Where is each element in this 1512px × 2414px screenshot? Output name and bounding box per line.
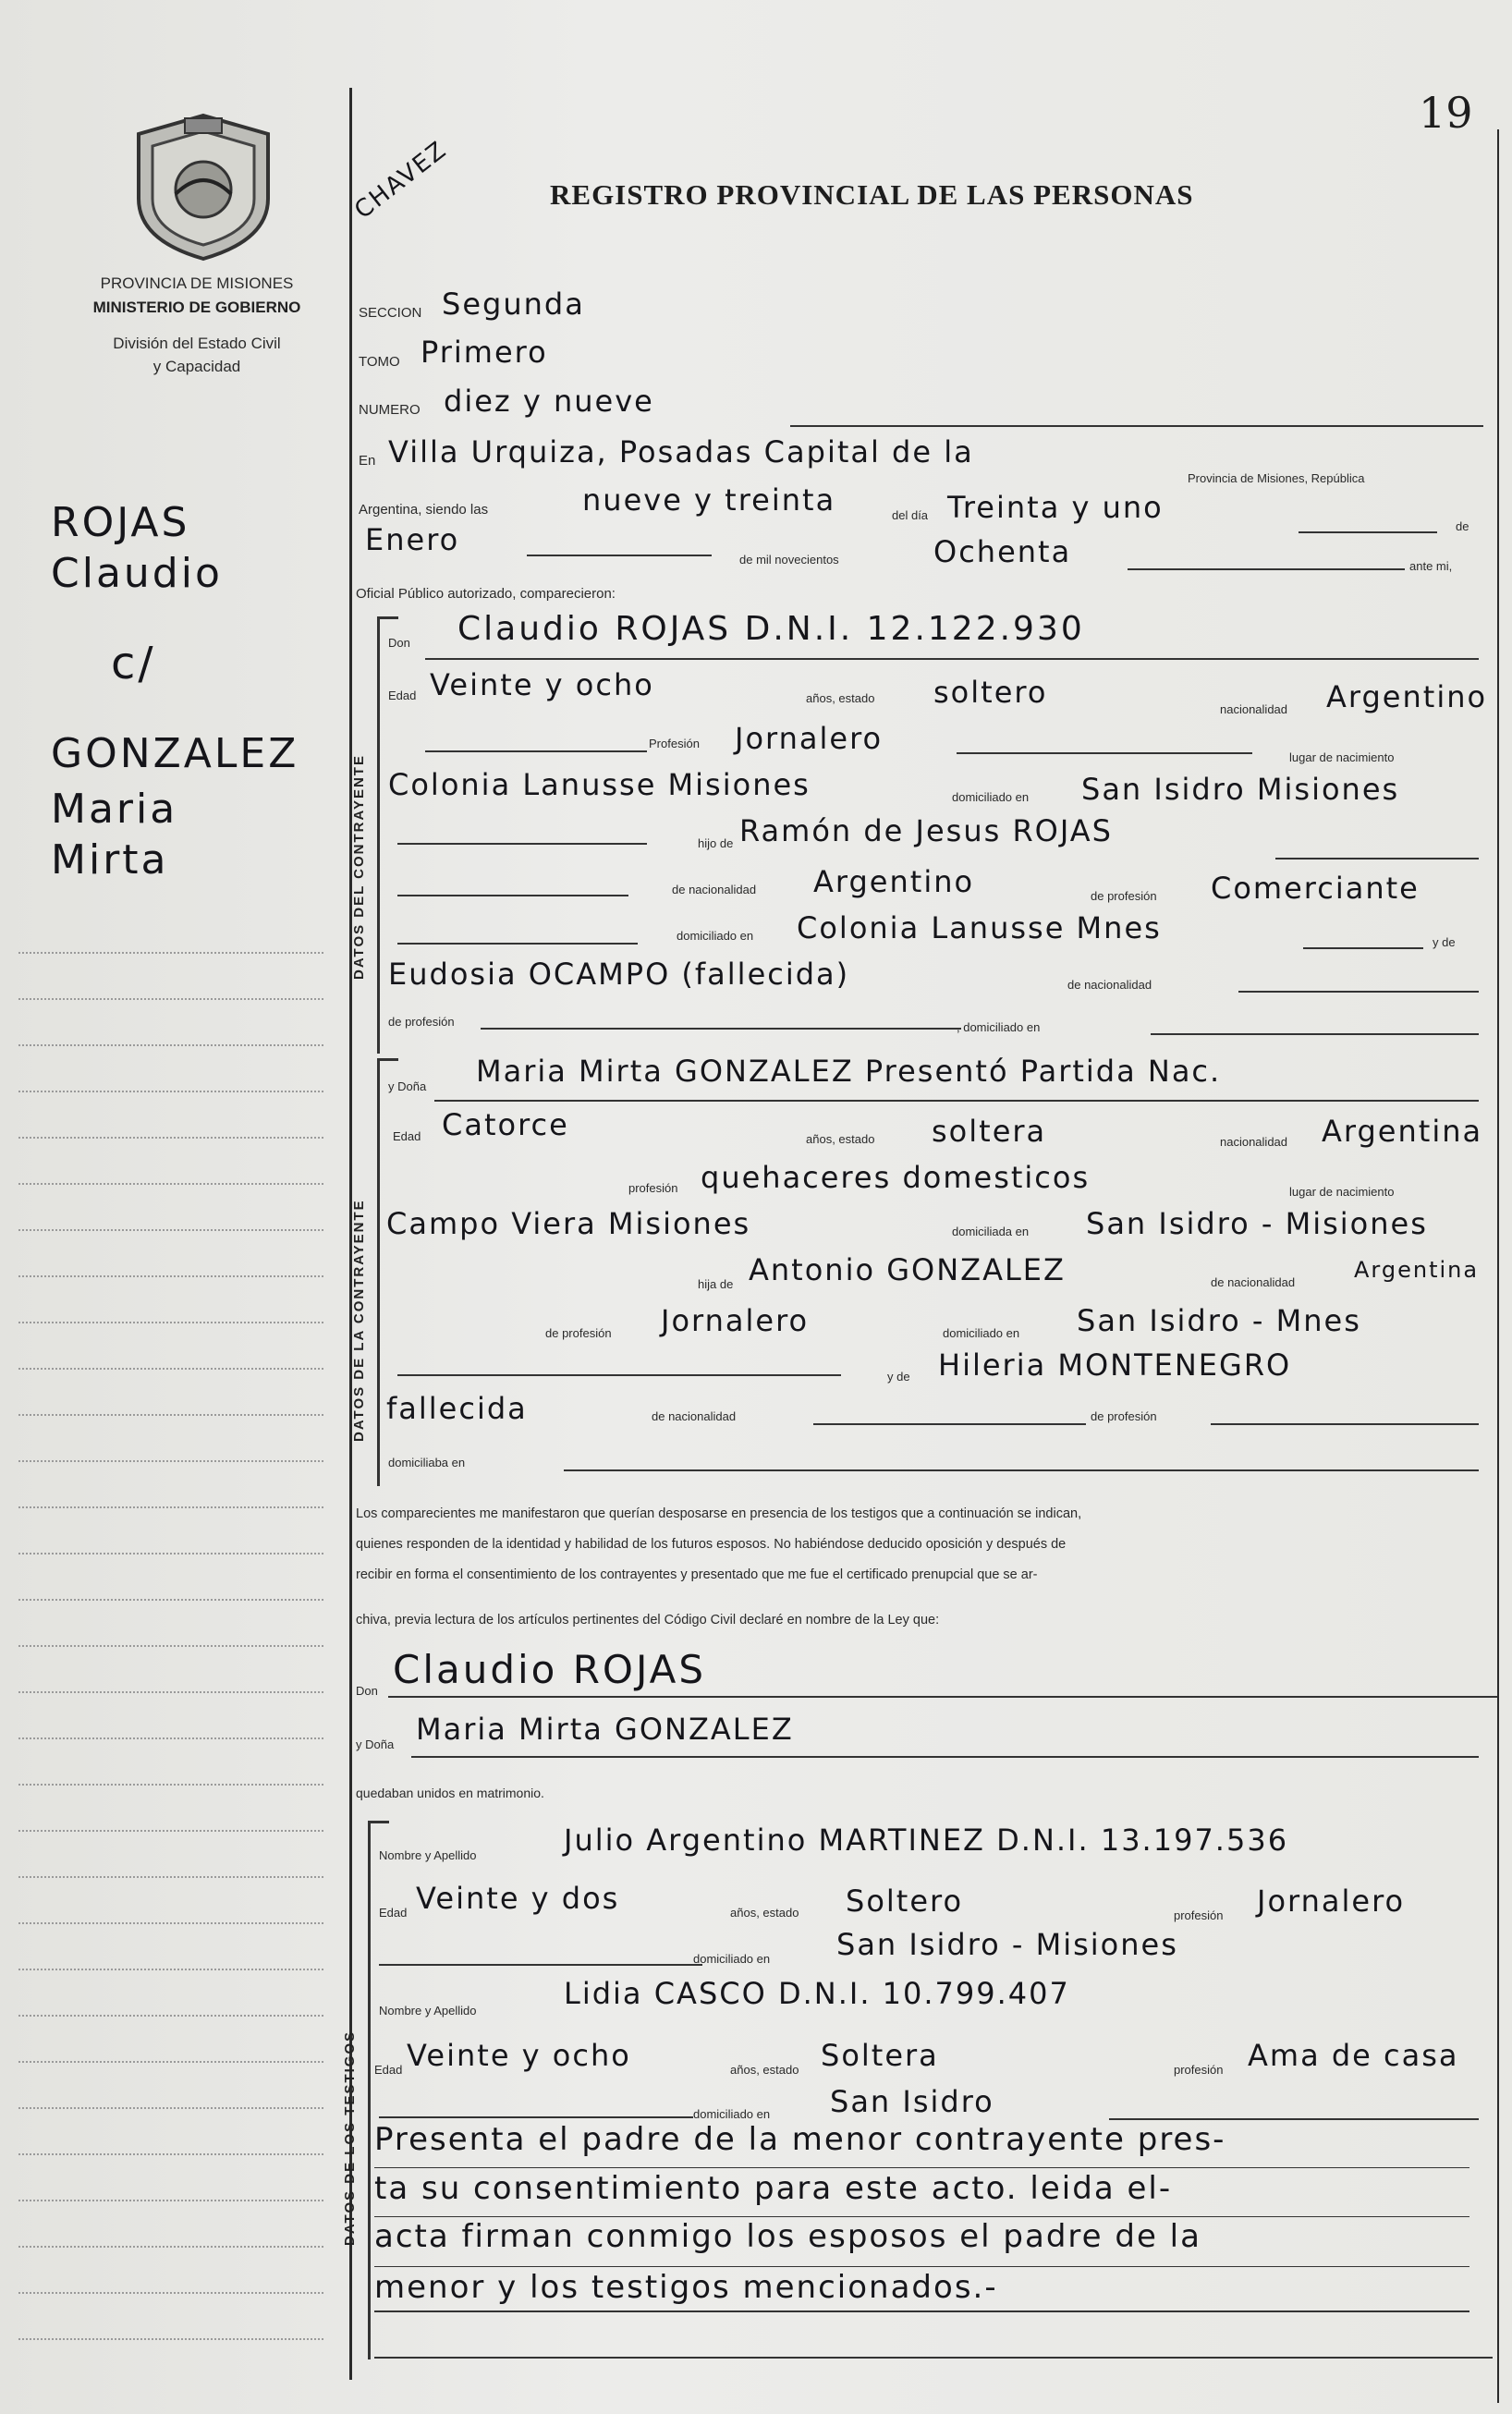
- contrayente-padre: Ramón de Jesus ROJAS: [739, 813, 1113, 848]
- y-de-label-2: y de: [887, 1370, 910, 1384]
- t1-estado: Soltero: [846, 1884, 964, 1919]
- division-line-1: División del Estado Civil: [113, 335, 281, 352]
- declaracion-line-3: recibir en forma el consentimiento de los contrayentes y presentado que me fue el certificado prenupcial que se ar-: [356, 1567, 1038, 1582]
- t1-nombre-label: Nombre y Apellido: [379, 1848, 477, 1862]
- notas-line-4: menor y los testigos mencionados.-: [374, 2269, 998, 2306]
- y-de-label-1: y de: [1433, 935, 1456, 949]
- contrayente-lugar-nac: Colonia Lanusse Misiones: [388, 767, 811, 802]
- right-rule: [1497, 129, 1499, 2403]
- t2-profesion: Ama de casa: [1248, 2038, 1459, 2073]
- lugar-nac-label-2: lugar de nacimiento: [1289, 1185, 1395, 1199]
- de-prof-label-1: de profesión: [1091, 889, 1157, 903]
- contrayente-domicilio: San Isidro Misiones: [1081, 772, 1400, 807]
- margin-name-2c: Mirta: [51, 836, 169, 884]
- notas-line-2: ta su consentimiento para este acto. leida el-: [374, 2170, 1173, 2207]
- tomo-value: Primero: [421, 335, 548, 370]
- t1-domiciliado-label: domiciliado en: [693, 1952, 771, 1966]
- argentina-text: Argentina, siendo las: [359, 502, 489, 518]
- decl-dona-label: y Doña: [356, 1737, 395, 1751]
- domiciliada-label-2: domiciliada en: [952, 1225, 1030, 1238]
- declaracion-line-1: Los comparecientes me manifestaron que querían desposarse en presencia de los testigos que a continuación se indican,: [356, 1506, 1082, 1521]
- provincia-text: Provincia de Misiones, República: [1188, 471, 1365, 485]
- de-text: de: [1456, 519, 1469, 533]
- nacionalidad-label-1: nacionalidad: [1220, 702, 1288, 716]
- contrayenta-padre: Antonio GONZALEZ: [749, 1252, 1066, 1287]
- t2-profesion-label: profesión: [1174, 2063, 1224, 2077]
- de-nacionalidad-2: de nacionalidad: [652, 1409, 737, 1423]
- seccion-value: Segunda: [442, 287, 585, 322]
- t2-edad: Veinte y ocho: [407, 2038, 631, 2073]
- anios-estado-2: años, estado: [806, 1132, 875, 1146]
- t2-domicilio: San Isidro: [830, 2084, 994, 2119]
- t1-domicilio: San Isidro - Misiones: [836, 1927, 1178, 1962]
- edad-label-2: Edad: [393, 1129, 421, 1143]
- t1-profesion: Jornalero: [1257, 1884, 1406, 1919]
- domiciliaba-label: domiciliaba en: [388, 1456, 466, 1469]
- ante-mi-text: ante mi,: [1409, 559, 1453, 573]
- contrayente-estado: soltero: [933, 675, 1048, 710]
- t2-nombre: Lidia CASCO D.N.I. 10.799.407: [564, 1976, 1070, 2011]
- decl-don-value: Claudio ROJAS: [393, 1647, 707, 1692]
- page-number: 19: [1419, 88, 1473, 138]
- testigos-side-label: DATOS DE LOS TESTIGOS: [342, 2030, 358, 2246]
- contrayente-nacionalidad: Argentino: [1326, 679, 1488, 714]
- t2-anios-estado: años, estado: [730, 2063, 799, 2077]
- decl-dona-value: Maria Mirta GONZALEZ: [416, 1712, 794, 1747]
- de-prof-label-2: de profesión: [545, 1326, 612, 1340]
- t2-edad-label: Edad: [374, 2063, 403, 2077]
- t1-profesion-label: profesión: [1174, 1908, 1224, 1922]
- margin-name-1a: ROJAS: [51, 499, 190, 546]
- nacionalidad-label-2: nacionalidad: [1220, 1135, 1288, 1149]
- contrayente-madre: Eudosia OCAMPO (fallecida): [388, 957, 850, 992]
- domiciliado-en-2: , domiciliado en: [957, 1020, 1041, 1034]
- contrayente-padre-prof: Comerciante: [1211, 871, 1420, 906]
- contrayente-nombre: Claudio ROJAS D.N.I. 12.122.930: [457, 610, 1085, 648]
- t2-domiciliado-label: domiciliado en: [693, 2107, 771, 2121]
- lugar-nac-label-1: lugar de nacimiento: [1289, 750, 1395, 764]
- anio-value: Ochenta: [933, 534, 1072, 569]
- contrayente-padre-nac: Argentino: [813, 864, 975, 899]
- de-mil-text: de mil novecientos: [739, 553, 839, 567]
- contrayenta-domicilio: San Isidro - Misiones: [1086, 1206, 1428, 1241]
- declaracion-line-2: quienes responden de la identidad y habilidad de los futuros esposos. No habiéndose deducido oposición y después de: [356, 1537, 1067, 1552]
- profesion-label-2: profesión: [628, 1181, 678, 1195]
- declaracion-line-4: chiva, previa lectura de los artículos pertinentes del Código Civil declaré en nombre de la Ley que:: [356, 1613, 940, 1628]
- tomo-label: TOMO: [359, 354, 400, 370]
- t1-nombre: Julio Argentino MARTINEZ D.N.I. 13.197.536: [564, 1823, 1289, 1858]
- notas-line-3: acta firman conmigo los esposos el padre de la: [374, 2218, 1201, 2255]
- contrayenta-profesion: quehaceres domesticos: [701, 1160, 1091, 1195]
- contrayente-padre-dom: Colonia Lanusse Mnes: [797, 910, 1162, 945]
- contrayenta-nombre: Maria Mirta GONZALEZ Presentó Partida Nac.: [476, 1054, 1222, 1089]
- t2-estado: Soltera: [821, 2038, 939, 2073]
- dia-value: Treinta y uno: [947, 490, 1164, 525]
- de-nac-label-2: de nacionalidad: [1211, 1275, 1296, 1289]
- contrayenta-madre: Hileria MONTENEGRO: [938, 1347, 1292, 1383]
- contrayenta-nacionalidad: Argentina: [1322, 1114, 1483, 1149]
- de-profesion-2: de profesión: [1091, 1409, 1157, 1423]
- contrayente-side-label: DATOS DEL CONTRAYENTE: [351, 754, 367, 980]
- margin-name-2a: GONZALEZ: [51, 730, 299, 777]
- page-title: REGISTRO PROVINCIAL DE LAS PERSONAS: [550, 178, 1194, 211]
- ministry-line: MINISTERIO DE GOBIERNO: [92, 299, 301, 316]
- t1-edad: Veinte y dos: [416, 1881, 620, 1916]
- domiciliado-en-label: domiciliado en: [677, 929, 754, 943]
- numero-label: NUMERO: [359, 402, 421, 418]
- contrayenta-estado: soltera: [932, 1114, 1047, 1149]
- division-line-2: y Capacidad: [152, 358, 241, 375]
- dona-label: y Doña: [388, 1079, 427, 1093]
- contrayenta-side-label: DATOS DE LA CONTRAYENTE: [351, 1199, 367, 1442]
- numero-value: diez y nueve: [444, 384, 654, 419]
- contrayente-profesion: Jornalero: [735, 721, 884, 756]
- contrayenta-padre-prof: Jornalero: [661, 1303, 810, 1338]
- margin-conj: c/: [111, 638, 156, 689]
- profesion-label-1: Profesión: [649, 737, 700, 750]
- lugar-value: Villa Urquiza, Posadas Capital de la: [388, 434, 974, 469]
- hora-value: nueve y treinta: [582, 482, 836, 518]
- de-profesion-1: de profesión: [388, 1015, 455, 1029]
- domiciliado-label-2: domiciliado en: [943, 1326, 1020, 1340]
- seccion-label: SECCION: [359, 305, 422, 321]
- margin-name-1b: Claudio: [51, 550, 223, 597]
- contrayenta-madre-estado: fallecida: [386, 1391, 528, 1426]
- hijo-label: hijo de: [698, 836, 734, 850]
- del-dia-text: del día: [892, 508, 929, 522]
- decl-don-label: Don: [356, 1684, 378, 1698]
- notas-line-1: Presenta el padre de la menor contrayente pres-: [374, 2121, 1226, 2158]
- de-nacionalidad-1: de nacionalidad: [1067, 978, 1152, 992]
- unidos-text: quedaban unidos en matrimonio.: [356, 1786, 544, 1800]
- t2-nombre-label: Nombre y Apellido: [379, 2004, 477, 2018]
- oficial-text: Oficial Público autorizado, comparecieron:: [356, 586, 616, 602]
- contrayente-edad: Veinte y ocho: [430, 667, 654, 702]
- t1-edad-label: Edad: [379, 1906, 408, 1920]
- mes-value: Enero: [365, 522, 460, 557]
- en-label: En: [359, 453, 376, 469]
- hija-label: hija de: [698, 1277, 734, 1291]
- don-label: Don: [388, 636, 410, 650]
- provincial-seal-icon: [129, 111, 277, 263]
- stamp-note: CHAVEZ: [349, 135, 453, 226]
- t1-anios-estado: años, estado: [730, 1906, 799, 1920]
- contrayenta-lugar-nac: Campo Viera Misiones: [386, 1206, 751, 1241]
- margin-name-2b: Maria: [51, 786, 178, 833]
- contrayenta-padre-dom: San Isidro - Mnes: [1077, 1303, 1361, 1338]
- contrayenta-padre-nac: Argentina: [1354, 1257, 1480, 1283]
- contrayenta-edad: Catorce: [442, 1107, 569, 1142]
- anios-estado-1: años, estado: [806, 691, 875, 705]
- province-line: PROVINCIA DE MISIONES: [100, 274, 294, 292]
- de-nac-label-1: de nacionalidad: [672, 883, 757, 896]
- domiciliado-label-1: domiciliado en: [952, 790, 1030, 804]
- edad-label-1: Edad: [388, 689, 417, 702]
